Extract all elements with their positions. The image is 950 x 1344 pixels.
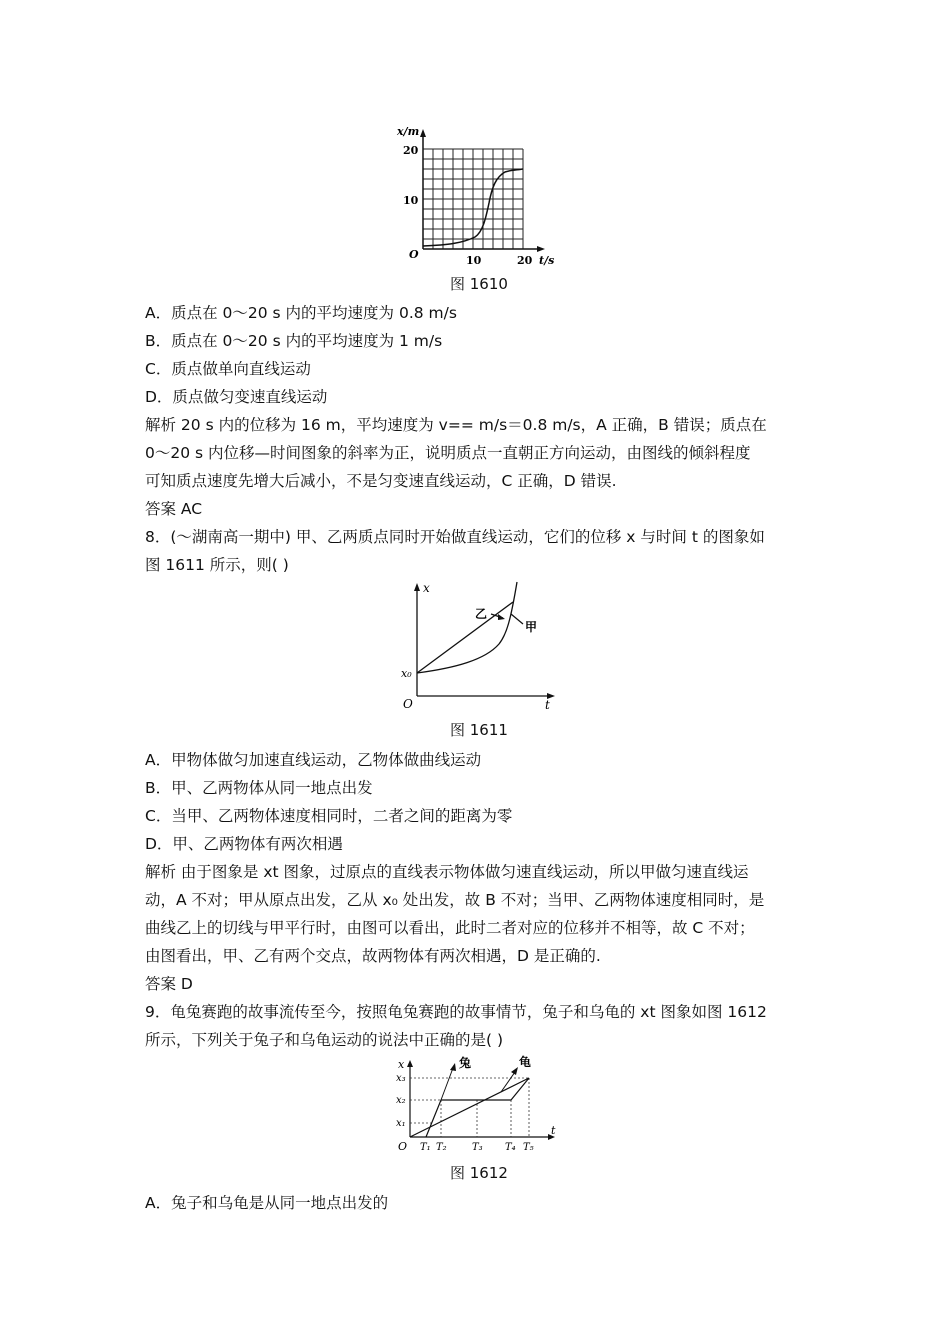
q8-option-b: B．甲、乙两物体从同一地点出发 xyxy=(145,779,373,797)
x-axis-label: t/s xyxy=(539,254,555,267)
x-tick-10: 10 xyxy=(466,254,482,267)
q8-option-d: D．甲、乙两物体有两次相遇 xyxy=(145,835,343,853)
q7-analysis-line-2: 0～20 s 内位移—时间图象的斜率为正，说明质点一直朝正方向运动，由图线的倾斜程度 xyxy=(145,444,751,462)
jia-line xyxy=(417,602,513,673)
q8-option-c: C．当甲、乙两物体速度相同时，二者之间的距离为零 xyxy=(145,807,513,825)
q7-analysis-line-1: 解析 20 s 内的位移为 16 m，平均速度为 v== m/s＝0.8 m/s，A 正确，B 错误；质点在 xyxy=(145,416,767,434)
axes xyxy=(414,583,555,699)
q7-option-b: B．质点在 0～20 s 内的平均速度为 1 m/s xyxy=(145,332,443,350)
figure-1611-caption: 图 1611 xyxy=(450,721,508,739)
q8-analysis-line-2: 动，A 不对；甲从原点出发，乙从 x₀ 处出发，故 B 不对；当甲、乙两物体速度相同时，是 xyxy=(145,891,765,909)
x0-label: x₀ xyxy=(401,667,412,680)
jia-label: 甲 xyxy=(525,620,538,634)
y-axis-label: x xyxy=(423,581,430,595)
t4-label: T₄ xyxy=(505,1142,516,1153)
q7-answer: 答案 AC xyxy=(145,500,203,518)
x-axis-label: t xyxy=(551,1124,556,1137)
origin-label: O xyxy=(398,1140,408,1153)
q7-option-c: C．质点做单向直线运动 xyxy=(145,360,311,378)
figure-1612 xyxy=(393,1052,565,1156)
q8-answer: 答案 D xyxy=(145,975,193,993)
x-tick-20: 20 xyxy=(517,254,533,267)
t3-label: T₃ xyxy=(472,1142,483,1153)
y-axis-label: x xyxy=(398,1058,405,1071)
y-tick-20: 20 xyxy=(403,144,419,157)
x3-label: x₃ xyxy=(396,1073,406,1084)
x1-label: x₁ xyxy=(396,1118,406,1129)
y-axis-label: x/m xyxy=(397,125,420,138)
q9-option-a: A．兔子和乌龟是从同一地点出发的 xyxy=(145,1194,389,1212)
t5-label: T₅ xyxy=(523,1142,534,1153)
yi-label: 乙 xyxy=(475,607,488,621)
tu-pointer xyxy=(441,1068,453,1100)
x2-label: x₂ xyxy=(396,1095,406,1106)
grid xyxy=(423,149,523,249)
t2-label: T₂ xyxy=(436,1142,447,1153)
figure-1610 xyxy=(393,125,563,267)
q8-analysis-line-4: 由图看出，甲、乙有两个交点，故两物体有两次相遇，D 是正确的. xyxy=(145,947,601,965)
figure-1610-caption: 图 1610 xyxy=(450,275,508,293)
q9-stem-line-2: 所示，下列关于兔子和乌龟运动的说法中正确的是( ) xyxy=(145,1031,504,1049)
jia-pointer xyxy=(511,614,523,624)
tu-path xyxy=(426,1078,529,1137)
q7-option-a: A．质点在 0～20 s 内的平均速度为 0.8 m/s xyxy=(145,304,457,322)
figure-1612-caption: 图 1612 xyxy=(450,1164,508,1182)
yi-curve xyxy=(417,582,517,673)
q7-analysis-line-3: 可知质点速度先增大后减小，不是匀变速直线运动，C 正确，D 错误. xyxy=(145,472,617,490)
origin-label: O xyxy=(409,248,419,261)
origin-label: O xyxy=(403,697,413,711)
q7-option-d: D．质点做匀变速直线运动 xyxy=(145,388,328,406)
q8-analysis-line-1: 解析 由于图象是 xt 图象，过原点的直线表示物体做匀速直线运动，所以甲做匀速直线运 xyxy=(145,863,749,881)
q8-option-a: A．甲物体做匀加速直线运动，乙物体做曲线运动 xyxy=(145,751,482,769)
y-tick-10: 10 xyxy=(403,194,419,207)
x-axis-label: t xyxy=(545,698,550,712)
tu-label: 兔 xyxy=(459,1056,472,1070)
gui-label: 龟 xyxy=(519,1055,532,1069)
q9-stem-line-1: 9．龟兔赛跑的故事流传至今，按照龟兔赛跑的故事情节，兔子和乌龟的 xt 图象如图 1612 xyxy=(145,1003,767,1021)
t1-label: T₁ xyxy=(420,1142,431,1153)
q8-analysis-line-3: 曲线乙上的切线与甲平行时，由图可以看出，此时二者对应的位移并不相等，故 C 不对； xyxy=(145,919,755,937)
q8-stem-line-2: 图 1611 所示，则( ) xyxy=(145,556,289,574)
q8-stem-line-1: 8．(～湖南高一期中) 甲、乙两质点同时开始做直线运动，它们的位移 x 与时间 t 的图象如 xyxy=(145,528,765,546)
figure-1611 xyxy=(395,578,565,713)
